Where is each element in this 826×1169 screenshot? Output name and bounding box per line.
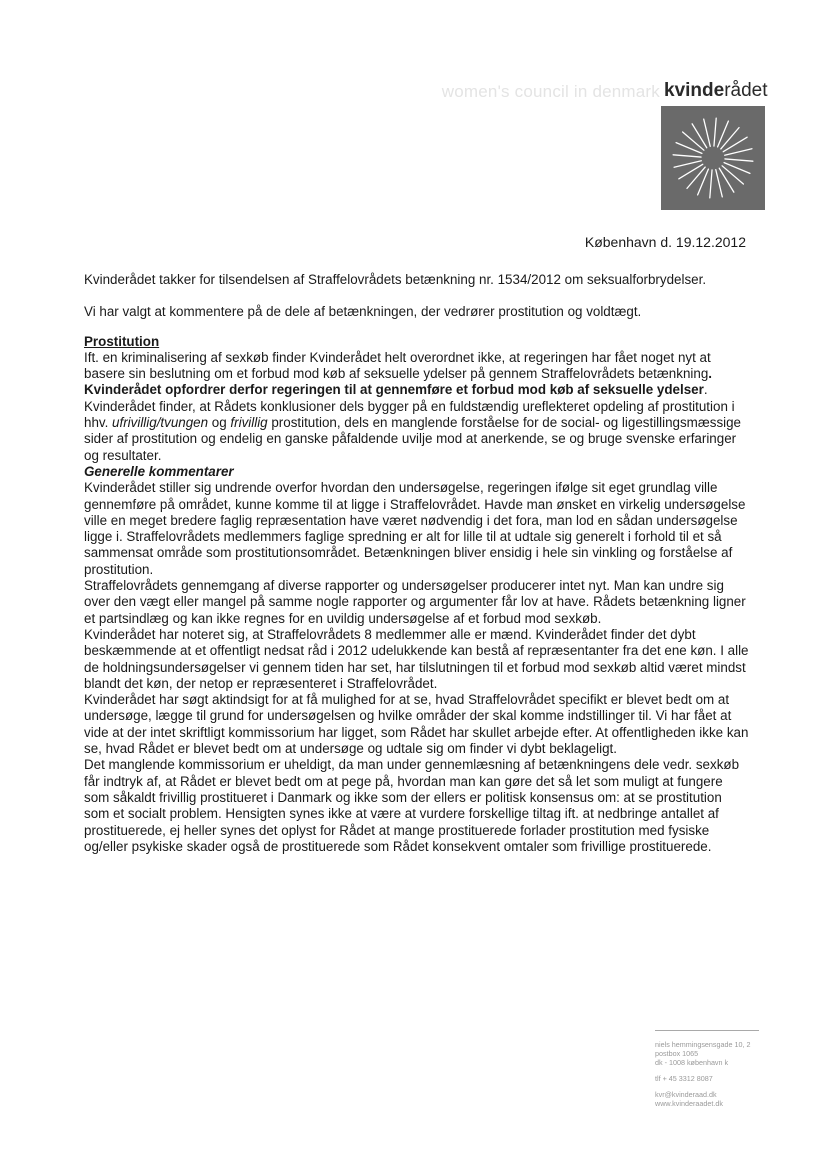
prostitution-p2-italic-2: frivillig: [230, 415, 268, 431]
sunburst-logo-icon: [661, 106, 765, 210]
footer-website: www.kvinderaadet.dk: [655, 1099, 723, 1108]
logo-ray: [673, 155, 701, 157]
general-paragraph-4: Kvinderådet har søgt aktindsigt for at få mulighed for at se, hvad Straffelovrådet specifikt er blevet bedt om at undersøge, lægge til grund for undersøgelsen og hvilke områder der skal komme indstillinger til. Vi har fået at vide at der intet skriftligt kommissorium har ligget, som Rådet har skullet arbejde efter. At offentligheden ikke kan se, hvad Rådet er blevet bedt om at undersøge og udtale sig om finder vi dybt beklageligt.: [84, 692, 749, 757]
prostitution-paragraph-1: [84, 350, 749, 399]
prostitution-p1-bold: . Kvinderådet opfordrer derfor regeringen til at gennemføre et forbud mod køb af seksuelle ydelser: [84, 366, 713, 398]
logo-ray: [724, 163, 750, 174]
logo-ray: [714, 118, 716, 146]
logo-ray: [674, 161, 701, 168]
footer-contact: [655, 1030, 759, 1108]
general-paragraph-5: Det manglende kommissorium er uheldigt, da man under gennemlæsning af betænkningens dele vedr. sexkøb får indtryk af, at Rådet er blevet bedt om at pege på, hvordan man kan gøre det så let som muligt at fungere som såkaldt frivillig prostitueret i Danmark og ikke som der ellers er politisk konsensus om: at se prostitution som et socialt problem. Hensigten synes ikke at være at vurdere forskellige tiltag ift. at nedbringe antallet af prostituerede, ej heller synes det oplyst for Rådet at mange prostituerede forlader prostitution med fysiske og/eller psykiske skader også de prostituerede som Rådet konsekvent omtaler som frivillige prostituerede.: [84, 757, 740, 854]
logo-ray: [692, 124, 707, 148]
logo-ray: [679, 164, 703, 179]
logo-ray: [721, 128, 739, 149]
footer-address-line-3: dk - 1008 københavn k: [655, 1058, 729, 1067]
prostitution-p2-b: og: [208, 415, 231, 431]
brand-wordmark: [664, 80, 768, 102]
footer-address-line-2: postbox 1065: [655, 1049, 699, 1058]
footer-email: kvr@kvinderaad.dk: [655, 1090, 717, 1099]
logo-ray: [716, 170, 723, 197]
logo-ray: [723, 137, 747, 152]
footer-address-line-1: niels hemmingsensgade 10, 2: [655, 1040, 751, 1049]
general-paragraph-3: Kvinderådet har noteret sig, at Straffelovrådets 8 medlemmer alle er mænd. Kvinderådet finder det dybt beskæmmende at et offentligt nedsat råd i 2012 udelukkende kan bestå af repræsentanter fra det ene køn. I alle de holdningsundersøgelser vi gennem tiden har set, har tilslutningen til et forbud mod sexkøb altid været mindst blandt det køn, der netop er repræsenteret i Straffelovrådet.: [84, 626, 749, 691]
letter-date: København d. 19.12.2012: [584, 234, 746, 250]
intro-paragraph-1: Kvinderådet takker for tilsendelsen af Straffelovrådets betænkning nr. 1534/2012 om seksualforbrydelser.: [84, 272, 707, 287]
brand-wordmark-bold: kvinde: [664, 80, 725, 101]
logo-ray: [683, 132, 704, 150]
header-tagline: women's council in denmark: [441, 82, 660, 101]
logo-ray: [719, 168, 734, 192]
footer-divider: [655, 1030, 759, 1031]
letter-body: [84, 272, 749, 855]
section-title-general-comments: Generelle kommentarer: [84, 463, 234, 479]
prostitution-p2-c: prostitution, dels en manglende forståelse for de social- og ligestillingsmæssige sider af prostitution og endelig en ganske påfaldende uvilje mod at anerkende, se og bruge svenske erfaringer og resultater.: [84, 415, 742, 463]
logo-ray: [698, 169, 709, 195]
logo-ray: [725, 159, 753, 161]
intro-paragraph-2: Vi har valgt at kommentere på de dele af betænkningen, der vedrører prostitution og voldtægt.: [84, 304, 642, 320]
sunburst-logo-graphic: [661, 106, 765, 210]
logo-ray: [687, 167, 705, 188]
logo-ray: [676, 143, 702, 154]
section-title-prostitution: Prostitution: [84, 333, 160, 349]
logo-ray: [718, 121, 729, 147]
logo-ray: [725, 149, 752, 156]
logo-ray: [722, 166, 743, 184]
prostitution-p1-end: .: [703, 382, 708, 398]
general-paragraph-2: Straffelovrådets gennemgang af diverse rapporter og undersøgelser producerer intet nyt. Man kan undre sig over den vægt eller mangel på samme nogle rapporter og argumenter får lov at have. Rådets betænkning ligner et partsindlæg og kan ikke regnes for en uvildig undersøgelse af et forbud mod sexkøb.: [84, 578, 746, 626]
prostitution-paragraph-2: [84, 399, 749, 464]
footer-phone: tlf + 45 3312 8087: [655, 1074, 713, 1083]
logo-ray: [704, 119, 711, 146]
brand-wordmark-rest: rådet: [724, 80, 768, 101]
logo-ray: [710, 170, 712, 198]
prostitution-p2-a: Kvinderådet finder, at Rådets konklusioner dels bygger på en fuldstændig ureflekteret opdeling af prostitution i hhv.: [84, 398, 735, 431]
prostitution-p2-italic-1: ufrivillig/tvungen: [112, 415, 209, 431]
general-paragraph-1: Kvinderådet stiller sig undrende overfor hvordan den undersøgelse, regeringen ifølge sit eget grundlag ville gennemføre på området, kunne komme til at ligge i Straffelovrådet. Havde man ønsket en virkelig undersøgelse ville en meget bredere faglig repræsentation have været nødvendig i det fora, man lod en sådan undersøgelse ligge i. Straffelovrådets medlemmers faglige spredning er alt for lille til at udtale sig generelt i forhold til et så sammensat område som prostitutionsområdet. Betænkningen bliver ensidig i hele sin vinkling og forståelse af prostitution.: [84, 480, 746, 577]
prostitution-p1-text: Ift. en kriminalisering af sexkøb finder Kvinderådet helt overordnet ikke, at regeringen har fået noget nyt at basere sin beslutning om et forbud mod køb af seksuelle ydelser på gennem Straffelovrådets betænkning: [84, 349, 711, 382]
